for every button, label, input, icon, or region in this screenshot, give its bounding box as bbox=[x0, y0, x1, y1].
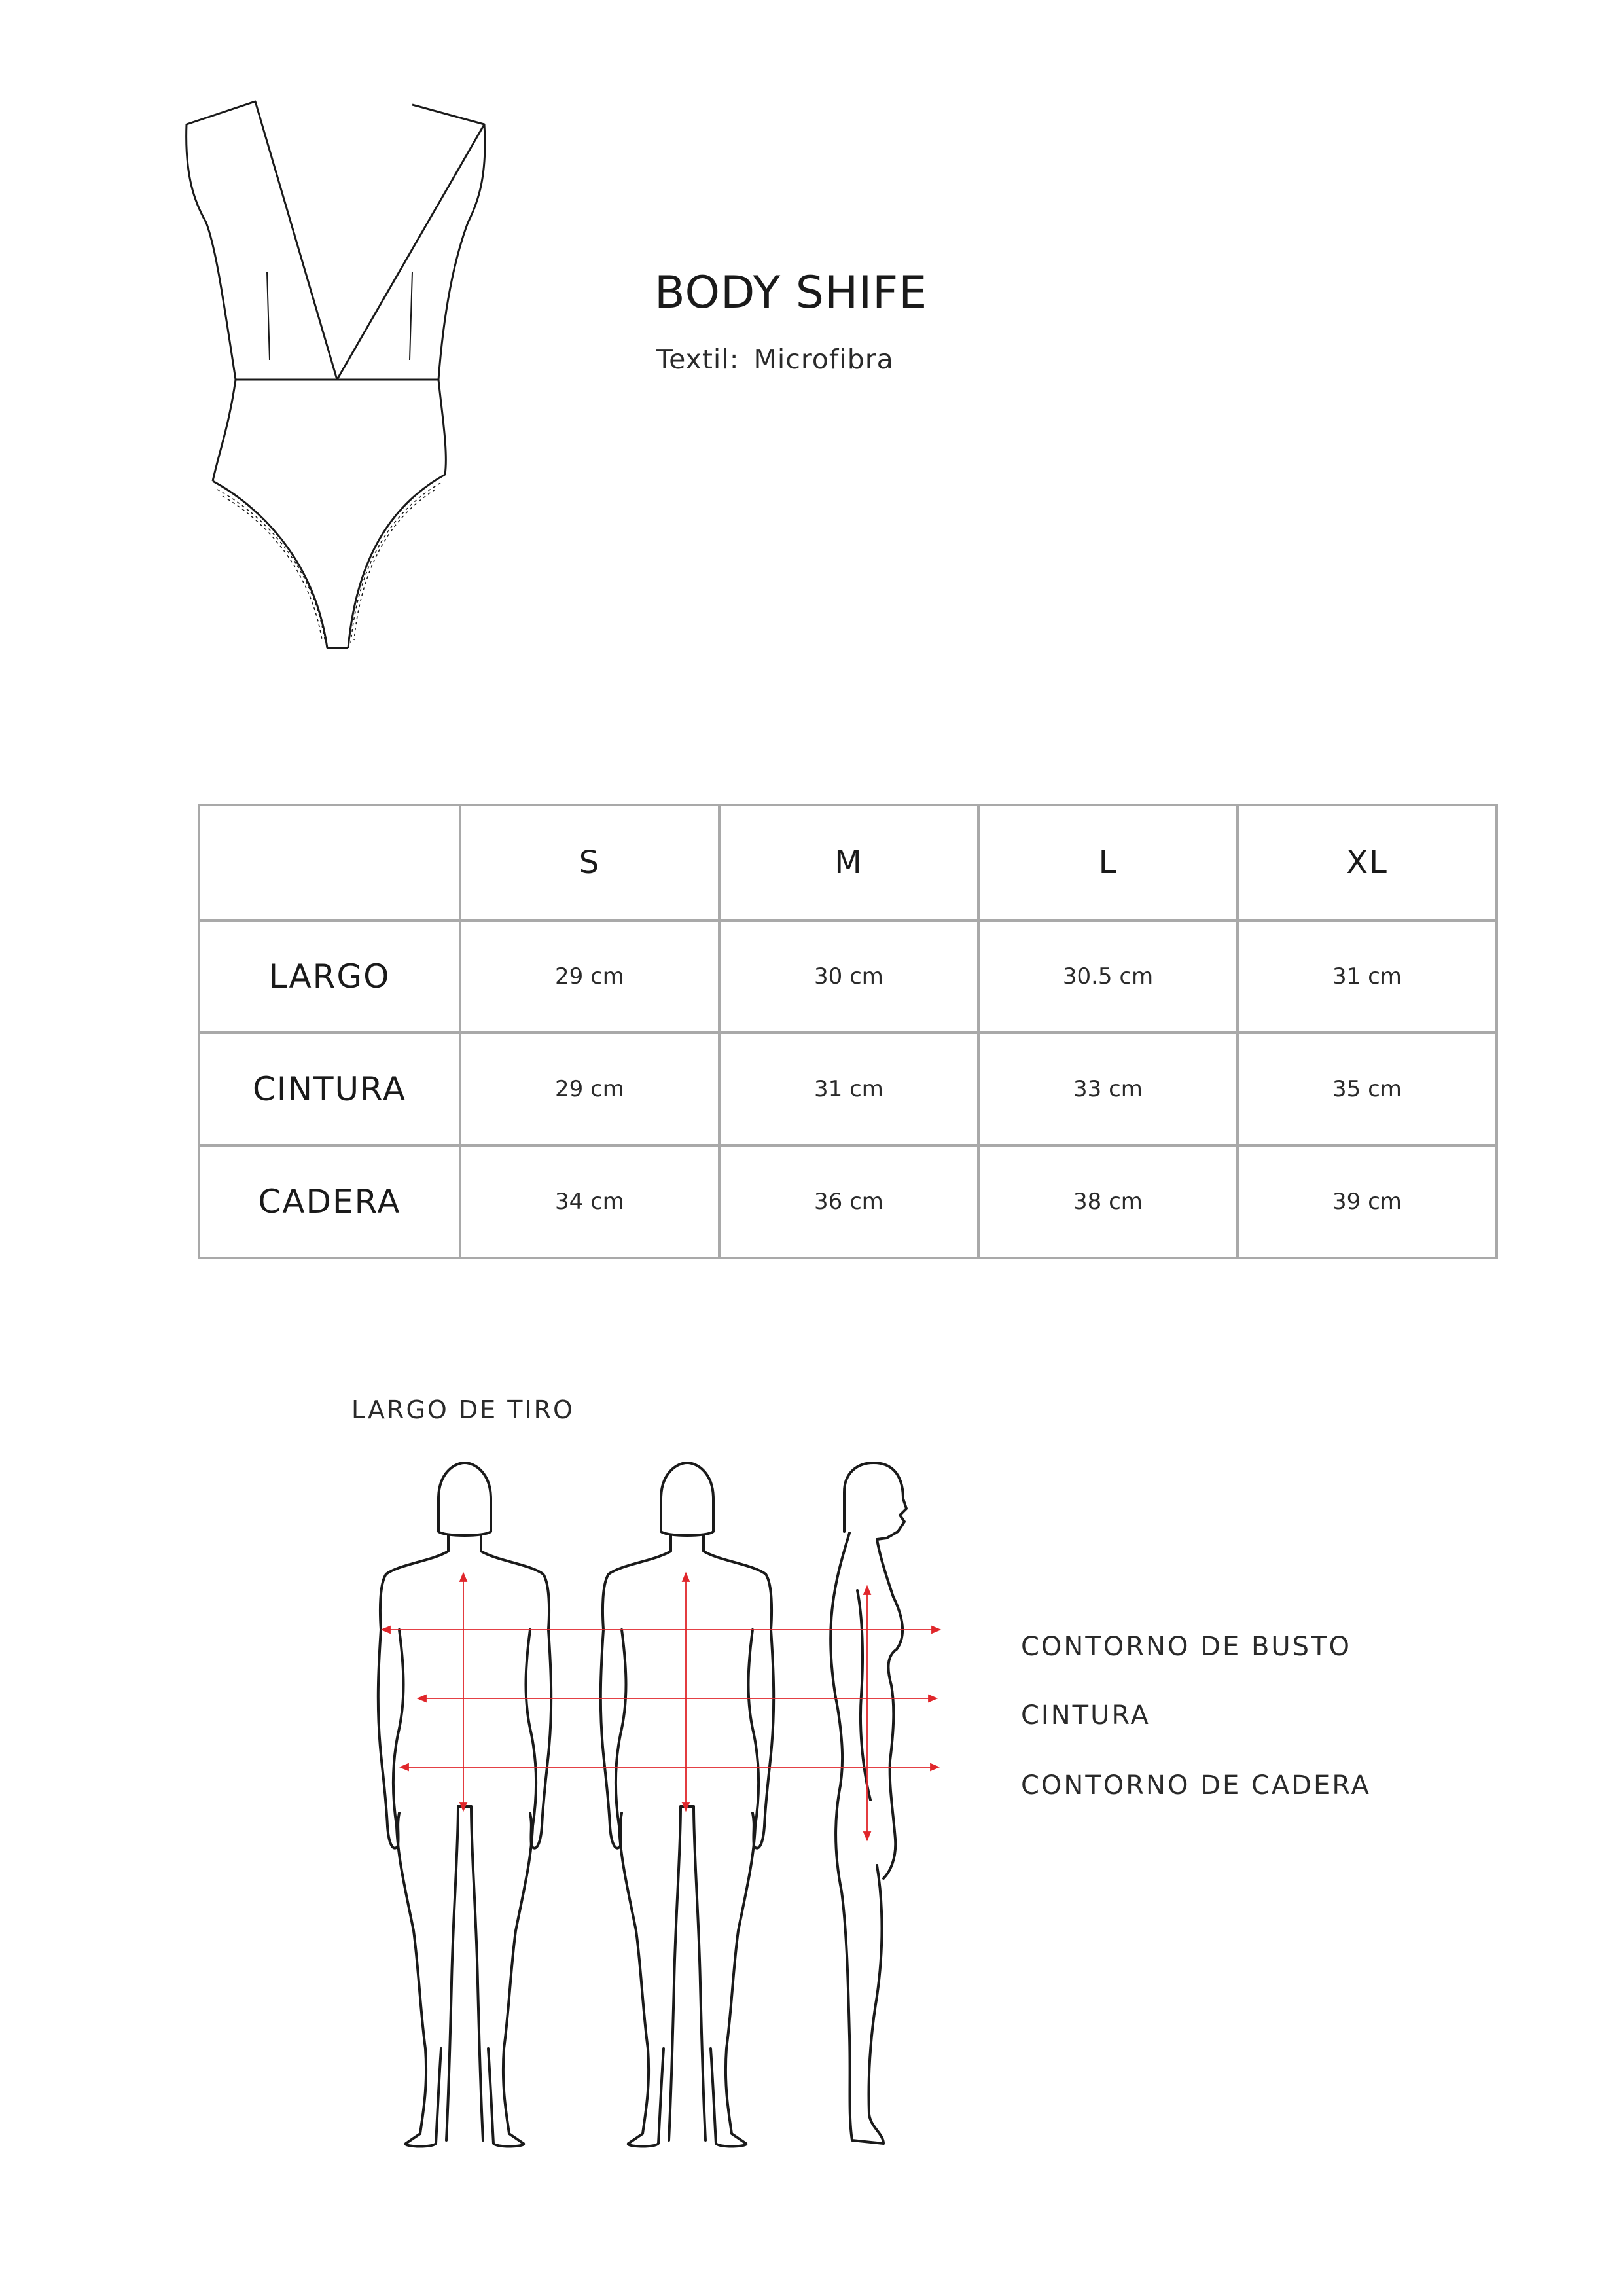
size-header-xl: XL bbox=[1238, 805, 1497, 920]
fabric-label: Textil: bbox=[656, 344, 740, 375]
size-header-s: S bbox=[460, 805, 719, 920]
size-header-l: L bbox=[978, 805, 1238, 920]
row-label-cintura: CINTURA bbox=[199, 1033, 460, 1145]
table-row bbox=[199, 1033, 1497, 1145]
table-row bbox=[199, 1145, 1497, 1258]
size-table bbox=[198, 804, 1498, 1259]
label-contorno-busto: CONTORNO DE BUSTO bbox=[1021, 1632, 1351, 1662]
table-cell: 31 cm bbox=[719, 1033, 978, 1145]
table-cell: 29 cm bbox=[460, 1033, 719, 1145]
corner-cell bbox=[199, 805, 460, 920]
table-cell: 34 cm bbox=[460, 1145, 719, 1258]
fabric-line bbox=[656, 344, 894, 375]
label-contorno-cadera: CONTORNO DE CADERA bbox=[1021, 1770, 1371, 1801]
table-cell: 30.5 cm bbox=[978, 920, 1238, 1033]
bodysuit-flat-drawing bbox=[177, 98, 504, 661]
body-measurement-figures bbox=[360, 1460, 949, 2179]
row-label-largo: LARGO bbox=[199, 920, 460, 1033]
table-cell: 31 cm bbox=[1238, 920, 1497, 1033]
table-cell: 39 cm bbox=[1238, 1145, 1497, 1258]
label-largo-de-tiro: LARGO DE TIRO bbox=[351, 1395, 575, 1424]
table-row bbox=[199, 920, 1497, 1033]
table-cell: 33 cm bbox=[978, 1033, 1238, 1145]
table-cell: 30 cm bbox=[719, 920, 978, 1033]
row-label-cadera: CADERA bbox=[199, 1145, 460, 1258]
table-cell: 38 cm bbox=[978, 1145, 1238, 1258]
fabric-value: Microfibra bbox=[753, 344, 894, 375]
product-title: BODY SHIFE bbox=[654, 267, 928, 319]
table-cell: 35 cm bbox=[1238, 1033, 1497, 1145]
label-cintura: CINTURA bbox=[1021, 1700, 1150, 1731]
table-cell: 29 cm bbox=[460, 920, 719, 1033]
table-cell: 36 cm bbox=[719, 1145, 978, 1258]
size-header-m: M bbox=[719, 805, 978, 920]
side-figure bbox=[830, 1463, 906, 2144]
size-header-row bbox=[199, 805, 1497, 920]
